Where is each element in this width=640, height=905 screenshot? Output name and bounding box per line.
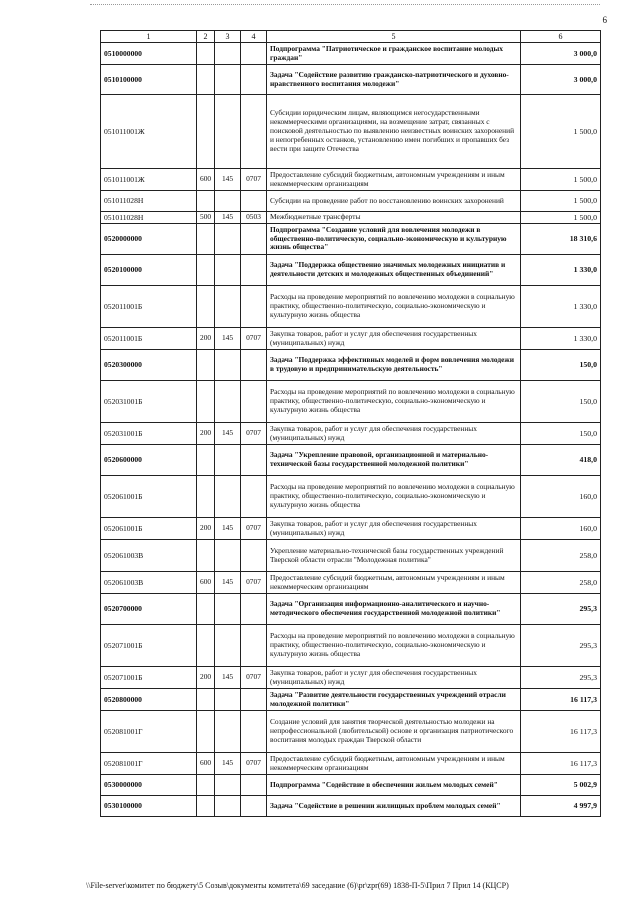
expense-type-cell: 500 [197,212,215,224]
section-cell: 0707 [241,328,267,350]
expense-type-cell [197,796,215,817]
code-cell: 0520100000 [101,255,197,286]
name-cell: Укрепление материально-технической базы государственных учреждений Тверской области отрасли "Молодежная политика" [267,540,521,572]
ministry-cell: 145 [215,753,241,775]
amount-cell: 418,0 [521,445,601,476]
expense-type-cell [197,95,215,169]
expense-type-cell [197,224,215,255]
section-cell [241,445,267,476]
name-cell: Расходы на проведение мероприятий по вовлечению молодежи в социальную практику, общественно-политическую, социально-экономическую и культурную жизнь общества [267,381,521,423]
budget-table [100,30,601,817]
expense-type-cell [197,711,215,753]
name-cell: Задача "Содействие в решении жилищных проблем молодых семей" [267,796,521,817]
section-cell [241,65,267,95]
name-cell: Задача "Поддержка эффективных моделей и форм вовлечения молодежи в трудовую и предпринимательскую деятельность" [267,350,521,381]
expense-type-cell [197,689,215,711]
code-cell: 052061001Б [101,476,197,518]
code-cell: 051011028Н [101,212,197,224]
ministry-cell [215,43,241,65]
amount-cell: 4 997,9 [521,796,601,817]
name-cell: Закупка товаров, работ и услуг для обеспечения государственных (муниципальных) нужд [267,667,521,689]
column-header: 3 [215,31,241,43]
amount-cell: 160,0 [521,476,601,518]
ministry-cell [215,286,241,328]
amount-cell: 16 117,3 [521,753,601,775]
table-row [101,95,601,169]
name-cell: Задача "Поддержка общественно значимых молодежных инициатив и деятельности детских и молодежных общественных объединений" [267,255,521,286]
table-row [101,594,601,625]
column-number-row [101,31,601,43]
code-cell: 052061003В [101,572,197,594]
section-cell [241,224,267,255]
section-cell [241,43,267,65]
amount-cell: 258,0 [521,572,601,594]
column-header: 6 [521,31,601,43]
expense-type-cell [197,43,215,65]
section-cell [241,191,267,212]
ministry-cell [215,350,241,381]
code-cell: 052081001Г [101,711,197,753]
ministry-cell [215,445,241,476]
code-cell: 0530000000 [101,775,197,796]
name-cell: Создание условий для занятия творческой деятельностью молодежи на непрофессиональной (любительской) основе и организация патриотического воспитания молодых граждан Тверской области [267,711,521,753]
expense-type-cell [197,381,215,423]
section-cell: 0707 [241,753,267,775]
table-row [101,65,601,95]
amount-cell: 16 117,3 [521,711,601,753]
file-path-footer: \\File-server\комитет по бюджету\5 Созыв\документы комитета\69 заседание (6)\pr\zpr(69) 1838-П-5\Прил 7 Прил 14 (КЦСР) [86,881,509,890]
ministry-cell [215,689,241,711]
code-cell: 051011001Ж [101,169,197,191]
table-row [101,255,601,286]
table-row [101,518,601,540]
name-cell: Межбюджетные трансферты [267,212,521,224]
amount-cell: 1 500,0 [521,191,601,212]
section-cell [241,255,267,286]
table-row [101,212,601,224]
code-cell: 052031001Б [101,381,197,423]
amount-cell: 1 330,0 [521,255,601,286]
table-row [101,689,601,711]
table-row [101,445,601,476]
code-cell: 052071001Б [101,625,197,667]
name-cell: Расходы на проведение мероприятий по вовлечению молодежи в социальную практику, общественно-политическую, социально-экономическую и культурную жизнь общества [267,286,521,328]
amount-cell: 5 002,9 [521,775,601,796]
table-row [101,381,601,423]
name-cell: Расходы на проведение мероприятий по вовлечению молодежи в социальную практику, общественно-политическую, социально-экономическую и культурную жизнь общества [267,476,521,518]
ministry-cell [215,594,241,625]
expense-type-cell [197,65,215,95]
section-cell [241,689,267,711]
code-cell: 052061001Б [101,518,197,540]
expense-type-cell: 200 [197,667,215,689]
name-cell: Предоставление субсидий бюджетным, автономным учреждениям и иным некоммерческим организациям [267,169,521,191]
column-header: 2 [197,31,215,43]
expense-type-cell [197,255,215,286]
table-row [101,775,601,796]
code-cell: 0520800000 [101,689,197,711]
name-cell: Закупка товаров, работ и услуг для обеспечения государственных (муниципальных) нужд [267,518,521,540]
code-cell: 052011001Б [101,328,197,350]
name-cell: Предоставление субсидий бюджетным, автономным учреждениям и иным некоммерческим организациям [267,572,521,594]
name-cell: Субсидии на проведение работ по восстановлению воинских захоронений [267,191,521,212]
ministry-cell [215,224,241,255]
amount-cell: 295,3 [521,625,601,667]
section-cell: 0503 [241,212,267,224]
table-row [101,572,601,594]
ministry-cell [215,476,241,518]
code-cell: 052061003В [101,540,197,572]
ministry-cell [215,796,241,817]
amount-cell: 295,3 [521,667,601,689]
ministry-cell: 145 [215,423,241,445]
table-row [101,540,601,572]
table-row [101,711,601,753]
name-cell: Субсидии юридическим лицам, являющимся негосударственными некоммерческими организациями, на возмещение затрат, связанных с поисковой деятельностью по выявлению неизвестных воинских захоронений и непогребенных останков, установлению имен погибших и пропавших без вести при защите Отечества [267,95,521,169]
table-row [101,625,601,667]
ministry-cell [215,381,241,423]
amount-cell: 18 310,6 [521,224,601,255]
section-cell: 0707 [241,423,267,445]
table-row [101,796,601,817]
table-row [101,350,601,381]
section-cell: 0707 [241,518,267,540]
section-cell [241,286,267,328]
name-cell: Подпрограмма "Патриотическое и гражданское воспитание молодых граждан" [267,43,521,65]
ministry-cell: 145 [215,169,241,191]
ministry-cell [215,255,241,286]
ministry-cell: 145 [215,518,241,540]
amount-cell: 1 330,0 [521,286,601,328]
expense-type-cell [197,476,215,518]
amount-cell: 150,0 [521,423,601,445]
section-cell [241,350,267,381]
section-cell: 0707 [241,667,267,689]
name-cell: Задача "Развитие деятельности государственных учреждений отрасли молодежной политики" [267,689,521,711]
code-cell: 051011028Н [101,191,197,212]
code-cell: 0520700000 [101,594,197,625]
section-cell [241,540,267,572]
code-cell: 051011001Ж [101,95,197,169]
expense-type-cell [197,540,215,572]
expense-type-cell: 600 [197,169,215,191]
table-row [101,328,601,350]
code-cell: 0530100000 [101,796,197,817]
name-cell: Предоставление субсидий бюджетным, автономным учреждениям и иным некоммерческим организациям [267,753,521,775]
section-cell [241,796,267,817]
code-cell: 0510000000 [101,43,197,65]
name-cell: Задача "Укрепление правовой, организационной и материально-технической базы государственной молодежной политики" [267,445,521,476]
section-cell [241,594,267,625]
column-header: 1 [101,31,197,43]
amount-cell: 1 500,0 [521,95,601,169]
page-number: 6 [602,15,607,25]
section-cell [241,625,267,667]
table-row [101,191,601,212]
ministry-cell [215,625,241,667]
code-cell: 0520300000 [101,350,197,381]
section-cell: 0707 [241,169,267,191]
expense-type-cell: 600 [197,572,215,594]
table-row [101,476,601,518]
table-row [101,224,601,255]
table-row [101,286,601,328]
expense-type-cell [197,594,215,625]
amount-cell: 3 000,0 [521,65,601,95]
expense-type-cell [197,775,215,796]
amount-cell: 1 500,0 [521,169,601,191]
column-header: 4 [241,31,267,43]
name-cell: Расходы на проведение мероприятий по вовлечению молодежи в социальную практику, общественно-политическую, социально-экономическую и культурную жизнь общества [267,625,521,667]
ministry-cell [215,540,241,572]
table-row [101,753,601,775]
scan-top-edge [90,4,600,5]
name-cell: Закупка товаров, работ и услуг для обеспечения государственных (муниципальных) нужд [267,328,521,350]
ministry-cell: 145 [215,328,241,350]
code-cell: 052081001Г [101,753,197,775]
expense-type-cell [197,350,215,381]
amount-cell: 295,3 [521,594,601,625]
expense-type-cell [197,445,215,476]
amount-cell: 1 500,0 [521,212,601,224]
section-cell [241,711,267,753]
ministry-cell: 145 [215,212,241,224]
code-cell: 0520600000 [101,445,197,476]
code-cell: 0510100000 [101,65,197,95]
table-row [101,423,601,445]
code-cell: 052031001Б [101,423,197,445]
ministry-cell [215,95,241,169]
table-body [101,43,601,817]
table-row [101,169,601,191]
name-cell: Задача "Содействие развитию гражданско-патриотического и духовно- нравственного воспитания молодежи" [267,65,521,95]
section-cell [241,381,267,423]
ministry-cell [215,711,241,753]
table-row [101,43,601,65]
ministry-cell [215,775,241,796]
ministry-cell: 145 [215,572,241,594]
ministry-cell [215,191,241,212]
expense-type-cell: 600 [197,753,215,775]
table-row [101,667,601,689]
section-cell [241,95,267,169]
expense-type-cell [197,625,215,667]
amount-cell: 150,0 [521,381,601,423]
amount-cell: 3 000,0 [521,43,601,65]
column-header: 5 [267,31,521,43]
name-cell: Подпрограмма "Создание условий для вовлечения молодежи в общественно-политическую, социально-экономическую и культурную жизнь общества" [267,224,521,255]
section-cell: 0707 [241,572,267,594]
name-cell: Подпрограмма "Содействие в обеспечении жильем молодых семей" [267,775,521,796]
ministry-cell: 145 [215,667,241,689]
code-cell: 052071001Б [101,667,197,689]
name-cell: Задача "Организация информационно-аналитического и научно-методического обеспечения государственной молодежной политики" [267,594,521,625]
expense-type-cell [197,191,215,212]
amount-cell: 16 117,3 [521,689,601,711]
expense-type-cell [197,286,215,328]
code-cell: 052011001Б [101,286,197,328]
section-cell [241,775,267,796]
expense-type-cell: 200 [197,423,215,445]
amount-cell: 150,0 [521,350,601,381]
amount-cell: 160,0 [521,518,601,540]
code-cell: 0520000000 [101,224,197,255]
section-cell [241,476,267,518]
expense-type-cell: 200 [197,518,215,540]
ministry-cell [215,65,241,95]
amount-cell: 258,0 [521,540,601,572]
name-cell: Закупка товаров, работ и услуг для обеспечения государственных (муниципальных) нужд [267,423,521,445]
expense-type-cell: 200 [197,328,215,350]
amount-cell: 1 330,0 [521,328,601,350]
